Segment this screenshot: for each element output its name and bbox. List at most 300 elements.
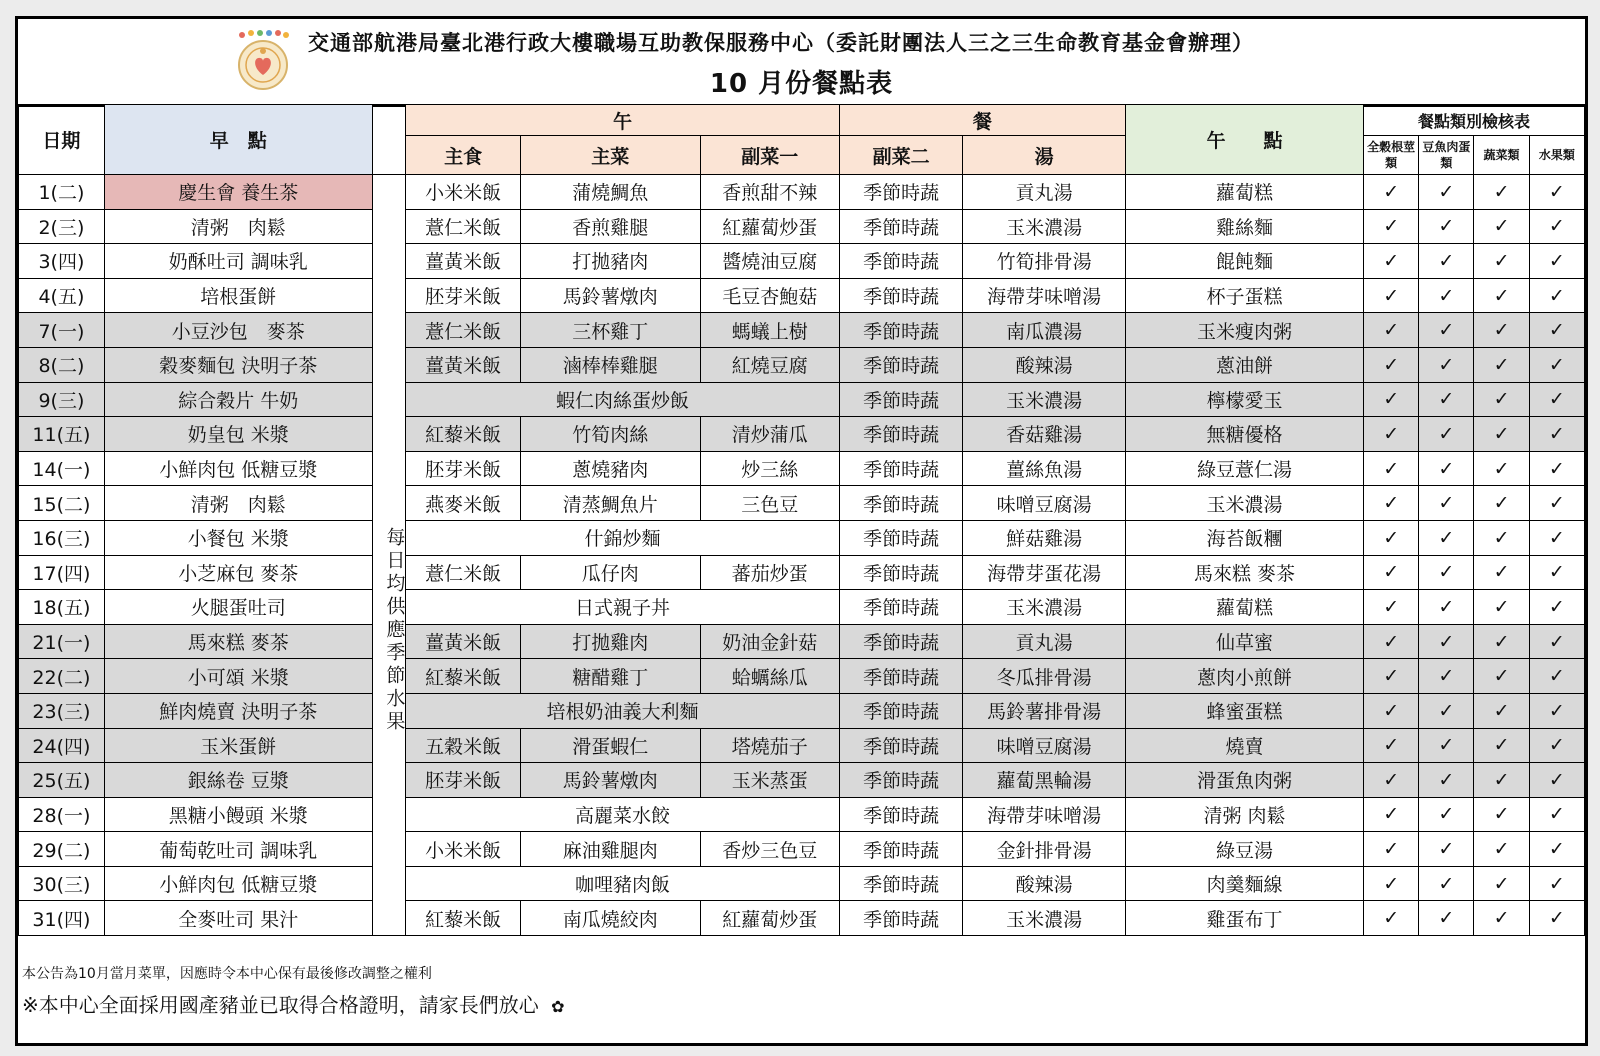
snack-cell: 燒賣 [1125, 728, 1363, 763]
menu-row [19, 382, 1585, 417]
date-cell: 21(一) [19, 624, 105, 659]
side-dish-1-header: 副菜一 [700, 136, 839, 175]
menu-row [19, 175, 1585, 210]
protein-check-mark: ✓ [1419, 555, 1474, 590]
side-dish-2-cell: 季節時蔬 [839, 486, 963, 521]
side-dish-2-cell: 季節時蔬 [839, 278, 963, 313]
check-header: 餐點類別檢核表 [1364, 105, 1585, 136]
soup-cell: 金針排骨湯 [963, 832, 1126, 867]
side-dish-1-cell: 紅蘿蔔炒蛋 [700, 901, 839, 936]
combined-dish-cell: 蝦仁肉絲蛋炒飯 [406, 382, 839, 417]
side-dish-2-cell: 季節時蔬 [839, 624, 963, 659]
page-title: 10 月份餐點表 [709, 69, 894, 99]
breakfast-cell: 小鮮肉包 低糖豆漿 [104, 866, 372, 901]
protein-check-mark: ✓ [1419, 797, 1474, 832]
menu-row [19, 347, 1585, 382]
soup-cell: 鮮菇雞湯 [963, 520, 1126, 555]
staple-cell: 紅藜米飯 [406, 417, 520, 452]
breakfast-cell: 火腿蛋吐司 [104, 590, 372, 625]
snack-cell: 杯子蛋糕 [1125, 278, 1363, 313]
date-cell: 16(三) [19, 520, 105, 555]
combined-dish-cell: 咖哩豬肉飯 [406, 866, 839, 901]
main-dish-cell: 馬鈴薯燉肉 [520, 763, 700, 798]
protein-check-mark: ✓ [1419, 347, 1474, 382]
vegetable-check-mark: ✓ [1474, 693, 1529, 728]
side-dish-1-cell: 螞蟻上樹 [700, 313, 839, 348]
snack-cell: 蔥肉小煎餅 [1125, 659, 1363, 694]
date-cell: 29(二) [19, 832, 105, 867]
vegetable-check-mark: ✓ [1474, 728, 1529, 763]
vegetable-check-mark: ✓ [1474, 209, 1529, 244]
side-dish-2-cell: 季節時蔬 [839, 313, 963, 348]
snack-cell: 肉羹麵線 [1125, 866, 1363, 901]
vegetable-header: 蔬菜類 [1474, 136, 1529, 175]
vegetable-check-mark: ✓ [1474, 278, 1529, 313]
menu-row [19, 797, 1585, 832]
soup-cell: 海帶芽蛋花湯 [963, 555, 1126, 590]
fruit-check-mark: ✓ [1529, 624, 1584, 659]
snack-cell: 蜂蜜蛋糕 [1125, 693, 1363, 728]
date-cell: 14(一) [19, 451, 105, 486]
date-cell: 28(一) [19, 797, 105, 832]
date-cell: 17(四) [19, 555, 105, 590]
staple-cell: 小米米飯 [406, 832, 520, 867]
side-dish-2-cell: 季節時蔬 [839, 520, 963, 555]
side-dish-2-cell: 季節時蔬 [839, 901, 963, 936]
menu-row [19, 693, 1585, 728]
date-cell: 30(三) [19, 866, 105, 901]
breakfast-cell: 小餐包 米漿 [104, 520, 372, 555]
snack-cell: 清粥 肉鬆 [1125, 797, 1363, 832]
menu-row [19, 659, 1585, 694]
breakfast-cell: 葡萄乾吐司 調味乳 [104, 832, 372, 867]
protein-check-mark: ✓ [1419, 382, 1474, 417]
vegetable-check-mark: ✓ [1474, 417, 1529, 452]
soup-cell: 馬鈴薯排骨湯 [963, 693, 1126, 728]
vegetable-check-mark: ✓ [1474, 866, 1529, 901]
grain-header: 全穀根莖類 [1364, 136, 1419, 175]
soup-cell: 香菇雞湯 [963, 417, 1126, 452]
breakfast-cell: 清粥 肉鬆 [104, 486, 372, 521]
protein-check-mark: ✓ [1419, 313, 1474, 348]
grain-check-mark: ✓ [1364, 797, 1419, 832]
protein-check-mark: ✓ [1419, 520, 1474, 555]
side-dish-2-cell: 季節時蔬 [839, 347, 963, 382]
grain-check-mark: ✓ [1364, 278, 1419, 313]
date-cell: 23(三) [19, 693, 105, 728]
grain-check-mark: ✓ [1364, 693, 1419, 728]
soup-cell: 貢丸湯 [963, 624, 1126, 659]
protein-check-mark: ✓ [1419, 417, 1474, 452]
snack-cell: 仙草蜜 [1125, 624, 1363, 659]
staple-cell: 薑黃米飯 [406, 244, 520, 279]
breakfast-cell: 黑糖小饅頭 米漿 [104, 797, 372, 832]
vegetable-check-mark: ✓ [1474, 347, 1529, 382]
vegetable-check-mark: ✓ [1474, 520, 1529, 555]
grain-check-mark: ✓ [1364, 313, 1419, 348]
protein-check-mark: ✓ [1419, 209, 1474, 244]
seasonal-fruit-note: 每日均供應季節水果 [372, 175, 406, 936]
fruit-check-mark: ✓ [1529, 451, 1584, 486]
breakfast-cell: 全麥吐司 果汁 [104, 901, 372, 936]
menu-row [19, 901, 1585, 936]
side-dish-1-cell: 香炒三色豆 [700, 832, 839, 867]
side-dish-2-cell: 季節時蔬 [839, 693, 963, 728]
side-dish-2-cell: 季節時蔬 [839, 244, 963, 279]
soup-cell: 南瓜濃湯 [963, 313, 1126, 348]
fruit-check-mark: ✓ [1529, 278, 1584, 313]
main-dish-cell: 瓜仔肉 [520, 555, 700, 590]
breakfast-header: 早 點 [104, 105, 372, 175]
fruit-check-mark: ✓ [1529, 797, 1584, 832]
soup-cell: 貢丸湯 [963, 175, 1126, 210]
main-dish-cell: 糖醋雞丁 [520, 659, 700, 694]
soup-cell: 冬瓜排骨湯 [963, 659, 1126, 694]
grain-check-mark: ✓ [1364, 866, 1419, 901]
date-cell: 31(四) [19, 901, 105, 936]
snack-cell: 綠豆薏仁湯 [1125, 451, 1363, 486]
side-dish-2-cell: 季節時蔬 [839, 797, 963, 832]
main-dish-cell: 蔥燒豬肉 [520, 451, 700, 486]
snack-cell: 海苔飯糰 [1125, 520, 1363, 555]
protein-check-mark: ✓ [1419, 486, 1474, 521]
vegetable-check-mark: ✓ [1474, 244, 1529, 279]
snack-cell: 蔥油餅 [1125, 347, 1363, 382]
breakfast-cell: 奶皇包 米漿 [104, 417, 372, 452]
breakfast-cell: 清粥 肉鬆 [104, 209, 372, 244]
vegetable-check-mark: ✓ [1474, 313, 1529, 348]
side-dish-2-cell: 季節時蔬 [839, 728, 963, 763]
menu-row [19, 451, 1585, 486]
date-cell: 8(二) [19, 347, 105, 382]
side-dish-1-cell: 毛豆杏鮑菇 [700, 278, 839, 313]
side-dish-1-cell: 塔燒茄子 [700, 728, 839, 763]
snack-cell: 雞絲麵 [1125, 209, 1363, 244]
menu-row [19, 555, 1585, 590]
grain-check-mark: ✓ [1364, 244, 1419, 279]
grain-check-mark: ✓ [1364, 382, 1419, 417]
fruit-check-mark: ✓ [1529, 659, 1584, 694]
protein-check-mark: ✓ [1419, 278, 1474, 313]
menu-row [19, 209, 1585, 244]
protein-check-mark: ✓ [1419, 659, 1474, 694]
date-cell: 4(五) [19, 278, 105, 313]
fruit-header-blank [372, 105, 406, 175]
side-dish-2-cell: 季節時蔬 [839, 209, 963, 244]
menu-sheet [15, 16, 1588, 1046]
breakfast-cell: 馬來糕 麥茶 [104, 624, 372, 659]
grain-check-mark: ✓ [1364, 763, 1419, 798]
snack-cell: 雞蛋布丁 [1125, 901, 1363, 936]
breakfast-cell: 小豆沙包 麥茶 [104, 313, 372, 348]
grain-check-mark: ✓ [1364, 659, 1419, 694]
staple-cell: 燕麥米飯 [406, 486, 520, 521]
snack-cell: 檸檬愛玉 [1125, 382, 1363, 417]
date-cell: 11(五) [19, 417, 105, 452]
date-cell: 25(五) [19, 763, 105, 798]
menu-row [19, 520, 1585, 555]
protein-check-mark: ✓ [1419, 728, 1474, 763]
date-cell: 18(五) [19, 590, 105, 625]
breakfast-cell: 銀絲卷 豆漿 [104, 763, 372, 798]
sprout-icon: ✿ [551, 997, 565, 1016]
fruit-check-mark: ✓ [1529, 175, 1584, 210]
main-dish-cell: 滑蛋蝦仁 [520, 728, 700, 763]
fruit-check-mark: ✓ [1529, 866, 1584, 901]
soup-cell: 竹筍排骨湯 [963, 244, 1126, 279]
fruit-check-mark: ✓ [1529, 693, 1584, 728]
grain-check-mark: ✓ [1364, 901, 1419, 936]
fruit-check-mark: ✓ [1529, 763, 1584, 798]
grain-check-mark: ✓ [1364, 209, 1419, 244]
date-cell: 2(三) [19, 209, 105, 244]
staple-cell: 小米米飯 [406, 175, 520, 210]
footer-note: 本公告為10月當月菜單，因應時令本中心保有最後修改調整之權利 [22, 966, 432, 982]
side-dish-1-cell: 奶油金針菇 [700, 624, 839, 659]
main-dish-cell: 清蒸鯛魚片 [520, 486, 700, 521]
header [18, 19, 1585, 107]
date-cell: 9(三) [19, 382, 105, 417]
menu-row [19, 417, 1585, 452]
main-dish-cell: 打拋豬肉 [520, 244, 700, 279]
menu-row [19, 728, 1585, 763]
menu-row [19, 590, 1585, 625]
soup-cell: 味噌豆腐湯 [963, 728, 1126, 763]
soup-cell: 海帶芽味噌湯 [963, 797, 1126, 832]
menu-row [19, 832, 1585, 867]
grain-check-mark: ✓ [1364, 417, 1419, 452]
combined-dish-cell: 什錦炒麵 [406, 520, 839, 555]
snack-header: 午 點 [1125, 105, 1363, 175]
fruit-check-mark: ✓ [1529, 901, 1584, 936]
protein-check-mark: ✓ [1419, 175, 1474, 210]
vegetable-check-mark: ✓ [1474, 175, 1529, 210]
side-dish-2-cell: 季節時蔬 [839, 659, 963, 694]
side-dish-1-cell: 紅燒豆腐 [700, 347, 839, 382]
snack-cell: 蘿蔔糕 [1125, 590, 1363, 625]
snack-cell: 蘿蔔糕 [1125, 175, 1363, 210]
side-dish-2-cell: 季節時蔬 [839, 866, 963, 901]
date-cell: 24(四) [19, 728, 105, 763]
pork-note-text: ※本中心全面採用國產豬並已取得合格證明，請家長們放心 [22, 993, 539, 1017]
fruit-check-mark: ✓ [1529, 244, 1584, 279]
vegetable-check-mark: ✓ [1474, 382, 1529, 417]
main-dish-cell: 竹筍肉絲 [520, 417, 700, 452]
center-title: 交通部航港局臺北港行政大樓職場互助教保服務中心（委託財團法人三之三生命教育基金會辦理） [308, 31, 1254, 55]
staple-cell: 薑黃米飯 [406, 347, 520, 382]
breakfast-cell: 鮮肉燒賣 決明子茶 [104, 693, 372, 728]
lunch-header-left: 午 [406, 105, 839, 136]
staple-cell: 薏仁米飯 [406, 209, 520, 244]
staple-header: 主食 [406, 136, 520, 175]
protein-check-mark: ✓ [1419, 590, 1474, 625]
breakfast-cell: 小可頌 米漿 [104, 659, 372, 694]
side-dish-1-cell: 紅蘿蔔炒蛋 [700, 209, 839, 244]
staple-cell: 紅藜米飯 [406, 901, 520, 936]
soup-cell: 玉米濃湯 [963, 209, 1126, 244]
protein-check-mark: ✓ [1419, 901, 1474, 936]
combined-dish-cell: 培根奶油義大利麵 [406, 693, 839, 728]
protein-check-mark: ✓ [1419, 832, 1474, 867]
vegetable-check-mark: ✓ [1474, 832, 1529, 867]
side-dish-1-cell: 清炒蒲瓜 [700, 417, 839, 452]
staple-cell: 五穀米飯 [406, 728, 520, 763]
menu-body [19, 175, 1585, 936]
menu-row [19, 866, 1585, 901]
date-cell: 1(二) [19, 175, 105, 210]
date-header: 日期 [19, 105, 105, 175]
staple-cell: 紅藜米飯 [406, 659, 520, 694]
main-dish-cell: 南瓜燒絞肉 [520, 901, 700, 936]
fruit-header: 水果類 [1529, 136, 1584, 175]
side-dish-2-cell: 季節時蔬 [839, 832, 963, 867]
vegetable-check-mark: ✓ [1474, 451, 1529, 486]
vegetable-check-mark: ✓ [1474, 763, 1529, 798]
combined-dish-cell: 日式親子丼 [406, 590, 839, 625]
menu-row [19, 244, 1585, 279]
side-dish-2-header: 副菜二 [839, 136, 963, 175]
date-cell: 15(二) [19, 486, 105, 521]
side-dish-1-cell: 三色豆 [700, 486, 839, 521]
fruit-check-mark: ✓ [1529, 382, 1584, 417]
snack-cell: 滑蛋魚肉粥 [1125, 763, 1363, 798]
protein-check-mark: ✓ [1419, 693, 1474, 728]
snack-cell: 綠豆湯 [1125, 832, 1363, 867]
grain-check-mark: ✓ [1364, 451, 1419, 486]
combined-dish-cell: 高麗菜水餃 [406, 797, 839, 832]
grain-check-mark: ✓ [1364, 590, 1419, 625]
protein-check-mark: ✓ [1419, 763, 1474, 798]
soup-cell: 蘿蔔黑輪湯 [963, 763, 1126, 798]
protein-check-mark: ✓ [1419, 451, 1474, 486]
breakfast-cell: 奶酥吐司 調味乳 [104, 244, 372, 279]
vegetable-check-mark: ✓ [1474, 590, 1529, 625]
breakfast-cell: 穀麥麵包 決明子茶 [104, 347, 372, 382]
staple-cell: 薏仁米飯 [406, 313, 520, 348]
breakfast-cell: 小鮮肉包 低糖豆漿 [104, 451, 372, 486]
menu-row [19, 624, 1585, 659]
main-dish-header: 主菜 [520, 136, 700, 175]
protein-check-mark: ✓ [1419, 244, 1474, 279]
side-dish-1-cell: 香煎甜不辣 [700, 175, 839, 210]
soup-header: 湯 [963, 136, 1126, 175]
vegetable-check-mark: ✓ [1474, 659, 1529, 694]
vegetable-check-mark: ✓ [1474, 797, 1529, 832]
side-dish-2-cell: 季節時蔬 [839, 175, 963, 210]
main-dish-cell: 滷棒棒雞腿 [520, 347, 700, 382]
grain-check-mark: ✓ [1364, 555, 1419, 590]
grain-check-mark: ✓ [1364, 347, 1419, 382]
vegetable-check-mark: ✓ [1474, 555, 1529, 590]
grain-check-mark: ✓ [1364, 175, 1419, 210]
snack-cell: 無糖優格 [1125, 417, 1363, 452]
fruit-check-mark: ✓ [1529, 832, 1584, 867]
menu-row [19, 278, 1585, 313]
breakfast-cell: 慶生會 養生茶 [104, 175, 372, 210]
side-dish-1-cell: 蕃茄炒蛋 [700, 555, 839, 590]
grain-check-mark: ✓ [1364, 832, 1419, 867]
fruit-check-mark: ✓ [1529, 347, 1584, 382]
protein-header: 豆魚肉蛋類 [1419, 136, 1474, 175]
date-cell: 22(二) [19, 659, 105, 694]
snack-cell: 馬來糕 麥茶 [1125, 555, 1363, 590]
lunch-header-right: 餐 [839, 105, 1125, 136]
main-dish-cell: 三杯雞丁 [520, 313, 700, 348]
grain-check-mark: ✓ [1364, 486, 1419, 521]
staple-cell: 胚芽米飯 [406, 451, 520, 486]
soup-cell: 酸辣湯 [963, 347, 1126, 382]
side-dish-1-cell: 炒三絲 [700, 451, 839, 486]
snack-cell: 玉米濃湯 [1125, 486, 1363, 521]
main-dish-cell: 蒲燒鯛魚 [520, 175, 700, 210]
vegetable-check-mark: ✓ [1474, 901, 1529, 936]
main-dish-cell: 香煎雞腿 [520, 209, 700, 244]
footer-pork-note [22, 989, 565, 1018]
breakfast-cell: 小芝麻包 麥茶 [104, 555, 372, 590]
soup-cell: 海帶芽味噌湯 [963, 278, 1126, 313]
main-dish-cell: 打拋雞肉 [520, 624, 700, 659]
staple-cell: 薑黃米飯 [406, 624, 520, 659]
fruit-check-mark: ✓ [1529, 486, 1584, 521]
fruit-check-mark: ✓ [1529, 590, 1584, 625]
date-cell: 7(一) [19, 313, 105, 348]
soup-cell: 玉米濃湯 [963, 382, 1126, 417]
fruit-check-mark: ✓ [1529, 209, 1584, 244]
soup-cell: 玉米濃湯 [963, 590, 1126, 625]
fruit-check-mark: ✓ [1529, 728, 1584, 763]
date-cell: 3(四) [19, 244, 105, 279]
side-dish-2-cell: 季節時蔬 [839, 555, 963, 590]
side-dish-2-cell: 季節時蔬 [839, 382, 963, 417]
vegetable-check-mark: ✓ [1474, 486, 1529, 521]
staple-cell: 胚芽米飯 [406, 278, 520, 313]
fruit-check-mark: ✓ [1529, 313, 1584, 348]
staple-cell: 胚芽米飯 [406, 763, 520, 798]
staple-cell: 薏仁米飯 [406, 555, 520, 590]
breakfast-cell: 綜合穀片 牛奶 [104, 382, 372, 417]
fruit-check-mark: ✓ [1529, 520, 1584, 555]
side-dish-2-cell: 季節時蔬 [839, 417, 963, 452]
fruit-check-mark: ✓ [1529, 555, 1584, 590]
main-dish-cell: 麻油雞腿肉 [520, 832, 700, 867]
side-dish-1-cell: 醬燒油豆腐 [700, 244, 839, 279]
snack-cell: 玉米瘦肉粥 [1125, 313, 1363, 348]
side-dish-1-cell: 玉米蒸蛋 [700, 763, 839, 798]
vegetable-check-mark: ✓ [1474, 624, 1529, 659]
breakfast-cell: 培根蛋餅 [104, 278, 372, 313]
side-dish-1-cell: 蛤蠣絲瓜 [700, 659, 839, 694]
side-dish-2-cell: 季節時蔬 [839, 590, 963, 625]
soup-cell: 薑絲魚湯 [963, 451, 1126, 486]
fruit-check-mark: ✓ [1529, 417, 1584, 452]
menu-table [18, 104, 1585, 936]
soup-cell: 酸辣湯 [963, 866, 1126, 901]
protein-check-mark: ✓ [1419, 866, 1474, 901]
snack-cell: 餛飩麵 [1125, 244, 1363, 279]
grain-check-mark: ✓ [1364, 728, 1419, 763]
breakfast-cell: 玉米蛋餅 [104, 728, 372, 763]
menu-row [19, 486, 1585, 521]
grain-check-mark: ✓ [1364, 624, 1419, 659]
grain-check-mark: ✓ [1364, 520, 1419, 555]
menu-row [19, 763, 1585, 798]
protein-check-mark: ✓ [1419, 624, 1474, 659]
menu-row [19, 313, 1585, 348]
side-dish-2-cell: 季節時蔬 [839, 763, 963, 798]
soup-cell: 玉米濃湯 [963, 901, 1126, 936]
soup-cell: 味噌豆腐湯 [963, 486, 1126, 521]
main-dish-cell: 馬鈴薯燉肉 [520, 278, 700, 313]
